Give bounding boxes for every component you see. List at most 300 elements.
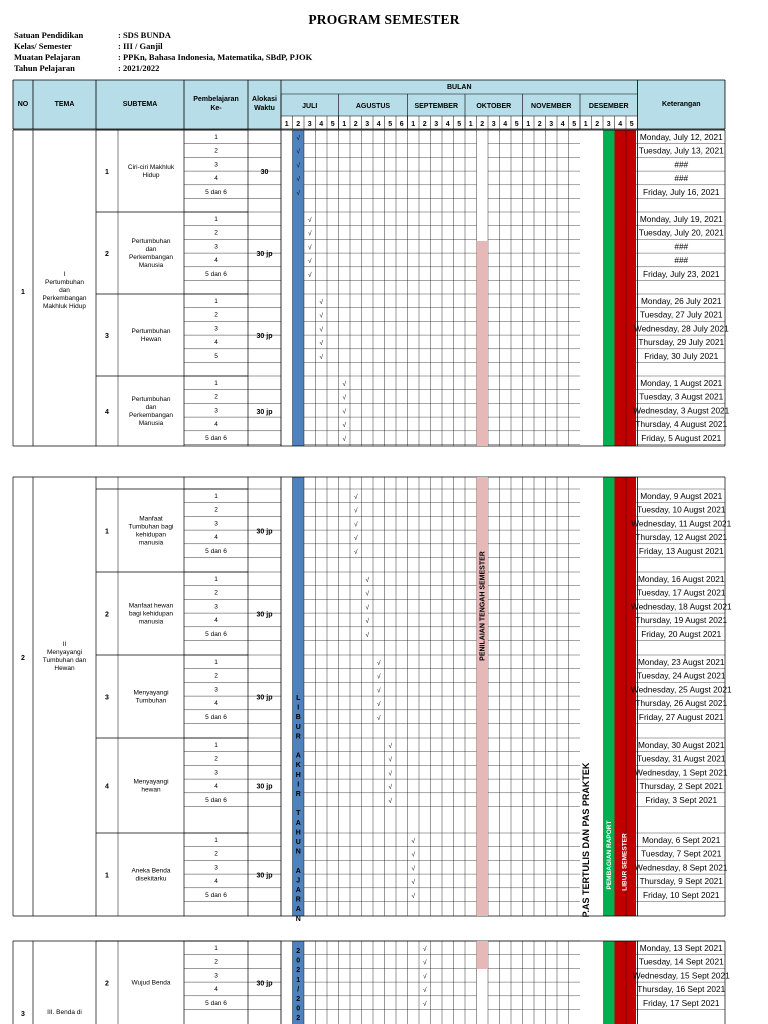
year-letter: 2 (296, 1015, 301, 1023)
libur-letter: R (295, 791, 301, 798)
subtheme-number: 4 (105, 409, 109, 416)
month-header: DESEMBER (588, 103, 629, 110)
subtheme-number: 2 (105, 980, 109, 988)
date-keterangan: Thursday, 26 Augst 2021 (635, 698, 728, 709)
alokasi-value: 30 jp (256, 528, 273, 536)
week-number: 3 (549, 121, 554, 128)
check-mark: √ (422, 959, 427, 967)
check-mark: √ (388, 797, 393, 805)
date-keterangan: Monday, 23 Augst 2021 (637, 657, 725, 667)
subtheme-number: 3 (105, 333, 109, 340)
week-number: 5 (330, 121, 335, 128)
week-number: 3 (606, 121, 611, 128)
check-mark: √ (319, 353, 324, 361)
date-keterangan: ### (674, 255, 689, 266)
date-keterangan: Friday, 5 August 2021 (641, 432, 722, 443)
lesson-number: 2 (214, 755, 218, 763)
date-keterangan: ### (674, 173, 689, 184)
subtheme-name: Pertumbuhan (131, 328, 171, 335)
lesson-number: 5 dan 6 (205, 999, 227, 1007)
check-mark: √ (376, 701, 381, 709)
check-mark: √ (307, 244, 312, 252)
check-mark: √ (365, 590, 370, 598)
lesson-number: 5 dan 6 (205, 434, 227, 442)
month-header: JULI (302, 103, 318, 110)
check-mark: √ (353, 548, 358, 556)
lesson-number: 3 (214, 769, 218, 777)
check-mark: √ (411, 879, 416, 887)
lesson-number: 3 (214, 972, 218, 980)
check-mark: √ (342, 435, 347, 443)
date-keterangan: Thursday, 12 Augst 2021 (635, 532, 728, 543)
week-number: 3 (434, 121, 439, 128)
date-keterangan: Monday, 26 July 2021 (640, 296, 722, 306)
week-number: 5 (514, 121, 519, 128)
check-mark: √ (365, 604, 370, 612)
lesson-number: 4 (214, 617, 218, 625)
lesson-number: 5 dan 6 (205, 713, 227, 721)
check-mark: √ (388, 784, 393, 792)
theme-name: dan (59, 287, 70, 294)
meta-label: Kelas/ Semester (14, 41, 72, 51)
header-keterangan: Keterangan (661, 101, 701, 108)
libur-semester-column (615, 130, 637, 446)
alokasi-value: 30 (260, 169, 269, 176)
date-keterangan: Friday, 3 Sept 2021 (645, 794, 718, 805)
week-number: 2 (595, 121, 600, 128)
alokasi-value: 30 jp (256, 783, 273, 791)
subtheme-name: Manusia (138, 262, 164, 269)
header-alokasi: Waktu (254, 105, 275, 112)
libur-letter: A (295, 819, 301, 827)
check-mark: √ (388, 756, 393, 764)
week-number: 1 (583, 121, 588, 128)
check-mark: √ (319, 312, 324, 320)
libur-letter: I (297, 781, 300, 789)
check-mark: √ (353, 521, 358, 529)
theme-name: Makhluk Hidup (43, 303, 86, 310)
check-mark: √ (376, 673, 381, 681)
subtheme-name: Tumbuhan bagi (128, 523, 174, 531)
check-mark: √ (376, 660, 381, 667)
lesson-number: 2 (214, 393, 218, 401)
date-keterangan: Thursday, 4 August 2021 (635, 419, 728, 430)
check-mark: √ (342, 394, 347, 402)
libur-letter: A (295, 867, 301, 875)
lesson-number: 3 (214, 243, 218, 251)
check-mark: √ (422, 946, 427, 953)
page-title: PROGRAM SEMESTER (308, 12, 460, 27)
week-number: 3 (491, 121, 496, 128)
date-keterangan: Monday, 9 Augst 2021 (640, 491, 723, 501)
lesson-number: 1 (214, 945, 218, 952)
check-mark: √ (365, 631, 370, 639)
lesson-number: 3 (214, 325, 218, 333)
date-keterangan: Friday, 27 August 2021 (638, 711, 724, 722)
month-header: OKTOBER (476, 103, 512, 110)
check-mark: √ (296, 176, 301, 184)
lesson-number: 4 (214, 783, 218, 791)
subtheme-name: disekitarku (135, 875, 167, 883)
lesson-number: 3 (214, 864, 218, 872)
date-keterangan: Thursday, 29 July 2021 (638, 337, 725, 348)
raport-label: PEMBAGIAN RAPORT (605, 820, 613, 890)
subtheme-number: 3 (105, 694, 109, 702)
check-mark: √ (422, 1000, 427, 1008)
week-number: 1 (468, 121, 473, 128)
check-mark: √ (422, 973, 427, 981)
week-number: 6 (399, 121, 404, 128)
pas-column (580, 130, 592, 446)
date-keterangan: Tuesday, 27 July 2021 (639, 309, 723, 320)
date-keterangan: Monday, 1 Augst 2021 (640, 378, 723, 388)
meta-value: : 2021/2022 (118, 63, 160, 73)
lesson-number: 4 (214, 700, 218, 708)
date-keterangan: Friday, 13 August 2021 (638, 545, 724, 556)
lesson-number: 5 dan 6 (205, 547, 227, 555)
lesson-number: 2 (214, 506, 218, 514)
check-mark: √ (307, 230, 312, 238)
lesson-number: 2 (214, 589, 218, 597)
date-keterangan: Monday, 13 Sept 2021 (639, 943, 723, 953)
subtheme-name: Menyayangi (133, 689, 169, 697)
lesson-number: 3 (214, 161, 218, 169)
week-number: 2 (296, 121, 301, 128)
week-number: 4 (618, 121, 623, 128)
date-keterangan: Tuesday, 31 Augst 2021 (636, 753, 726, 764)
week-number: 4 (560, 121, 565, 128)
date-keterangan: Thursday, 16 Sept 2021 (637, 984, 726, 995)
check-mark: √ (353, 535, 358, 543)
year-letter: 2 (296, 948, 301, 955)
alokasi-value: 30 jp (256, 251, 273, 258)
year-letter: 0 (296, 957, 301, 965)
meta-label: Muatan Pelajaran (14, 52, 81, 62)
header-no: NO (17, 101, 29, 108)
subtheme-name: Manfaat (139, 515, 163, 523)
lesson-number: 5 dan 6 (205, 270, 227, 278)
pas-column (580, 941, 592, 1024)
theme-name: I (63, 271, 66, 278)
header-tema: TEMA (54, 101, 75, 108)
date-keterangan: Monday, July 19, 2021 (639, 214, 723, 224)
libur-letter: B (295, 714, 301, 722)
check-mark: √ (411, 865, 416, 873)
check-mark: √ (319, 299, 324, 306)
subtheme-name: Menyayangi (133, 778, 169, 786)
pts-column (477, 941, 489, 969)
subtheme-name: Manusia (138, 420, 164, 427)
month-header: SEPTEMBER (414, 103, 459, 110)
subtheme-number: 2 (105, 251, 109, 258)
subtheme-number: 1 (105, 528, 109, 536)
date-keterangan: Monday, 30 Augst 2021 (637, 740, 725, 750)
date-keterangan: Friday, 17 Sept 2021 (643, 997, 720, 1008)
lesson-number: 2 (214, 311, 218, 319)
date-keterangan: Wednesday, 18 Augst 2021 (630, 601, 732, 612)
lesson-number: 5 dan 6 (205, 188, 227, 196)
lesson-number: 5 dan 6 (205, 630, 227, 638)
date-keterangan: Tuesday, 10 Augst 2021 (636, 504, 726, 515)
libur-letter: A (295, 906, 301, 914)
date-keterangan: Wednesday, 1 Sept 2021 (635, 767, 728, 778)
month-header: NOVEMBER (531, 103, 572, 110)
libur-letter: J (296, 877, 301, 885)
lesson-number: 4 (214, 339, 218, 347)
lesson-number: 1 (214, 659, 218, 666)
year-letter: / (297, 986, 300, 994)
subtheme-name: dan (145, 404, 157, 411)
subtheme-number: 1 (105, 169, 109, 176)
lesson-number: 1 (214, 742, 218, 749)
week-number: 4 (503, 121, 508, 128)
week-number: 2 (537, 121, 542, 128)
subtheme-name: bagi kehidupan (128, 610, 174, 618)
date-keterangan: Tuesday, 14 Sept 2021 (638, 956, 724, 967)
subtheme-name: Ciri-ciri Makhluk (127, 164, 175, 171)
libur-letter: T (296, 810, 301, 818)
lesson-number: 1 (214, 216, 218, 223)
check-mark: √ (296, 189, 301, 197)
check-mark: √ (411, 838, 416, 845)
theme-name: Hewan (54, 665, 75, 672)
lesson-number: 2 (214, 850, 218, 858)
date-keterangan: Wednesday, 28 July 2021 (633, 323, 729, 334)
alokasi-value: 30 jp (256, 694, 273, 702)
lesson-number: 3 (214, 520, 218, 528)
libur-semester-label: LIBUR SEMESTER (621, 833, 629, 891)
lesson-number: 4 (214, 421, 218, 429)
date-keterangan: Friday, 20 Augst 2021 (641, 628, 722, 639)
lesson-number: 4 (214, 257, 218, 265)
week-number: 5 (388, 121, 393, 128)
meta-label: Satuan Pendidikan (14, 30, 84, 40)
lesson-number: 1 (214, 837, 218, 844)
libur-letter: A (295, 752, 301, 760)
subtheme-name: Hewan (140, 336, 162, 343)
lesson-number: 5 (214, 352, 218, 360)
date-keterangan: Friday, July 16, 2021 (643, 186, 720, 197)
libur-letter: U (295, 839, 301, 846)
lesson-number: 1 (214, 493, 218, 500)
check-mark: √ (342, 408, 347, 416)
year-letter: 2 (296, 996, 301, 1003)
week-number: 3 (365, 121, 370, 128)
subtheme-name: Manfaat hewan (128, 602, 174, 610)
lesson-number: 1 (214, 298, 218, 305)
lesson-number: 4 (214, 986, 218, 994)
libur-letter: A (295, 887, 301, 894)
subtheme-name: kehidupan (136, 531, 166, 539)
date-keterangan: Thursday, 9 Sept 2021 (639, 876, 723, 887)
theme-name: Pertumbuhan (44, 279, 85, 286)
theme-number: 1 (21, 289, 25, 296)
meta-value: : III / Ganjil (118, 41, 163, 51)
libur-letter: L (296, 695, 301, 702)
date-keterangan: Wednesday, 25 Augst 2021 (630, 684, 732, 695)
pas-label: P.AS TERTULIS DAN PAS PRAKTEK (580, 762, 591, 918)
date-keterangan: Wednesday, 11 Augst 2021 (631, 518, 732, 529)
header-subtema: SUBTEMA (122, 101, 158, 108)
lesson-number: 5 dan 6 (205, 796, 227, 804)
date-keterangan: Wednesday, 15 Sept 2021 (632, 970, 730, 981)
subtheme-name: Tumbuhan (135, 697, 167, 705)
theme-name: Tumbuhan dan (42, 657, 87, 664)
check-mark: √ (296, 162, 301, 170)
date-keterangan: Tuesday, 3 Augst 2021 (639, 391, 724, 402)
lesson-number: 4 (214, 878, 218, 886)
libur-letter: R (295, 896, 301, 904)
pts-column (477, 241, 489, 446)
alokasi-value: 30 jp (256, 333, 273, 340)
header-bulan: BULAN (447, 84, 472, 91)
check-mark: √ (307, 271, 312, 279)
header-pembelajaran: Ke- (210, 105, 222, 112)
subtheme-name: Pertumbuhan (131, 396, 171, 403)
lesson-number: 4 (214, 175, 218, 183)
theme-name: Perkembangan (42, 295, 87, 302)
check-mark: √ (353, 494, 358, 501)
lesson-number: 5 dan 6 (205, 891, 227, 899)
week-number: 4 (376, 121, 381, 128)
week-number: 1 (411, 121, 416, 128)
check-mark: √ (365, 577, 370, 584)
check-mark: √ (296, 135, 301, 142)
subtheme-name: Perkembangan (128, 412, 174, 419)
libur-letter: U (295, 723, 301, 731)
meta-value: : SDS BUNDA (118, 30, 171, 40)
theme-number: 3 (21, 1011, 25, 1018)
lesson-number: 2 (214, 147, 218, 155)
date-keterangan: Tuesday, 24 Augst 2021 (636, 670, 726, 681)
alokasi-value: 30 jp (256, 980, 273, 988)
libur-letter: R (295, 733, 301, 741)
lesson-number: 2 (214, 672, 218, 680)
date-keterangan: Friday, 10 Sept 2021 (643, 889, 720, 900)
subtheme-name: Wujud Benda (131, 979, 171, 987)
check-mark: √ (365, 618, 370, 626)
subtheme-name: Aneka Benda (131, 867, 171, 875)
pts-column (477, 477, 489, 916)
week-number: 5 (629, 121, 634, 128)
meta-value: : PPKn, Bahasa Indonesia, Matematika, SBdP, PJOK (118, 52, 313, 62)
date-keterangan: Thursday, 19 Augst 2021 (635, 615, 728, 626)
subtheme-number: 2 (105, 611, 109, 619)
subtheme-number: 1 (105, 872, 109, 880)
libur-letter: H (295, 771, 301, 779)
alokasi-value: 30 jp (256, 611, 273, 619)
check-mark: √ (307, 217, 312, 224)
date-keterangan: Tuesday, 17 Augst 2021 (636, 587, 726, 598)
check-mark: √ (388, 743, 393, 750)
date-keterangan: Wednesday, 3 Augst 2021 (633, 405, 730, 416)
week-number: 5 (572, 121, 577, 128)
check-mark: √ (411, 851, 416, 859)
week-number: 1 (284, 121, 289, 128)
date-keterangan: Friday, July 23, 2021 (643, 268, 720, 279)
check-mark: √ (353, 507, 358, 515)
check-mark: √ (376, 687, 381, 695)
lesson-number: 3 (214, 603, 218, 611)
check-mark: √ (342, 381, 347, 388)
lesson-number: 4 (214, 534, 218, 542)
alokasi-value: 30 jp (256, 409, 273, 416)
date-keterangan: Monday, 6 Sept 2021 (642, 835, 721, 845)
check-mark: √ (296, 148, 301, 156)
year-letter: 0 (296, 1005, 301, 1013)
week-number: 2 (353, 121, 358, 128)
week-number: 4 (445, 121, 450, 128)
date-keterangan: ### (674, 159, 689, 170)
libur-letter: N (295, 848, 301, 856)
check-mark: √ (319, 326, 324, 334)
subtheme-name: manusia (138, 539, 164, 547)
theme-number: 2 (21, 655, 25, 662)
lesson-number: 3 (214, 407, 218, 415)
libur-letter: I (297, 704, 300, 712)
lesson-number: 2 (214, 958, 218, 966)
lesson-number: 1 (214, 134, 218, 141)
alokasi-value: 30 jp (256, 872, 273, 880)
libur-letter: H (295, 829, 301, 837)
libur-letter: N (295, 915, 301, 923)
week-number: 1 (526, 121, 531, 128)
check-mark: √ (411, 892, 416, 900)
check-mark: √ (422, 987, 427, 995)
lesson-number: 2 (214, 229, 218, 237)
week-number: 2 (422, 121, 427, 128)
date-keterangan: Tuesday, July 13, 2021 (638, 145, 724, 156)
week-number: 2 (480, 121, 485, 128)
subtheme-name: dan (145, 246, 157, 253)
subtheme-name: Pertumbuhan (131, 238, 171, 245)
week-number: 5 (457, 121, 462, 128)
week-number: 3 (307, 121, 312, 128)
year-letter: 1 (296, 976, 301, 984)
lesson-number: 1 (214, 380, 218, 387)
libur-letter: K (295, 762, 301, 770)
subtheme-name: Perkembangan (128, 254, 174, 261)
month-header: AGUSTUS (355, 103, 391, 110)
theme-name: II (62, 641, 67, 648)
raport-column (603, 130, 615, 446)
date-keterangan: ### (674, 241, 689, 252)
header-pembelajaran: Pembelajaran (193, 96, 239, 103)
date-keterangan: Tuesday, July 20, 2021 (638, 227, 724, 238)
subtheme-name: Hidup (142, 172, 160, 179)
week-number: 1 (342, 121, 347, 128)
date-keterangan: Monday, July 12, 2021 (639, 132, 723, 142)
theme-name: III. Benda di (47, 1009, 82, 1016)
theme-name: Menyayangi (46, 649, 83, 656)
lesson-number: 1 (214, 576, 218, 583)
libur-semester-column (615, 941, 637, 1024)
check-mark: √ (307, 258, 312, 266)
check-mark: √ (388, 770, 393, 778)
date-keterangan: Monday, 16 Augst 2021 (637, 574, 725, 584)
header-alokasi: Alokasi (252, 96, 277, 103)
check-mark: √ (376, 714, 381, 722)
pts-label: PENILAIAN TENGAH SEMESTER (479, 551, 487, 661)
lesson-number: 3 (214, 686, 218, 694)
raport-column (603, 941, 615, 1024)
subtheme-name: hewan (141, 786, 161, 794)
year-letter: 2 (296, 967, 301, 975)
date-keterangan: Thursday, 2 Sept 2021 (639, 781, 723, 792)
subtheme-number: 4 (105, 783, 109, 791)
week-number: 4 (319, 121, 324, 128)
check-mark: √ (342, 422, 347, 430)
